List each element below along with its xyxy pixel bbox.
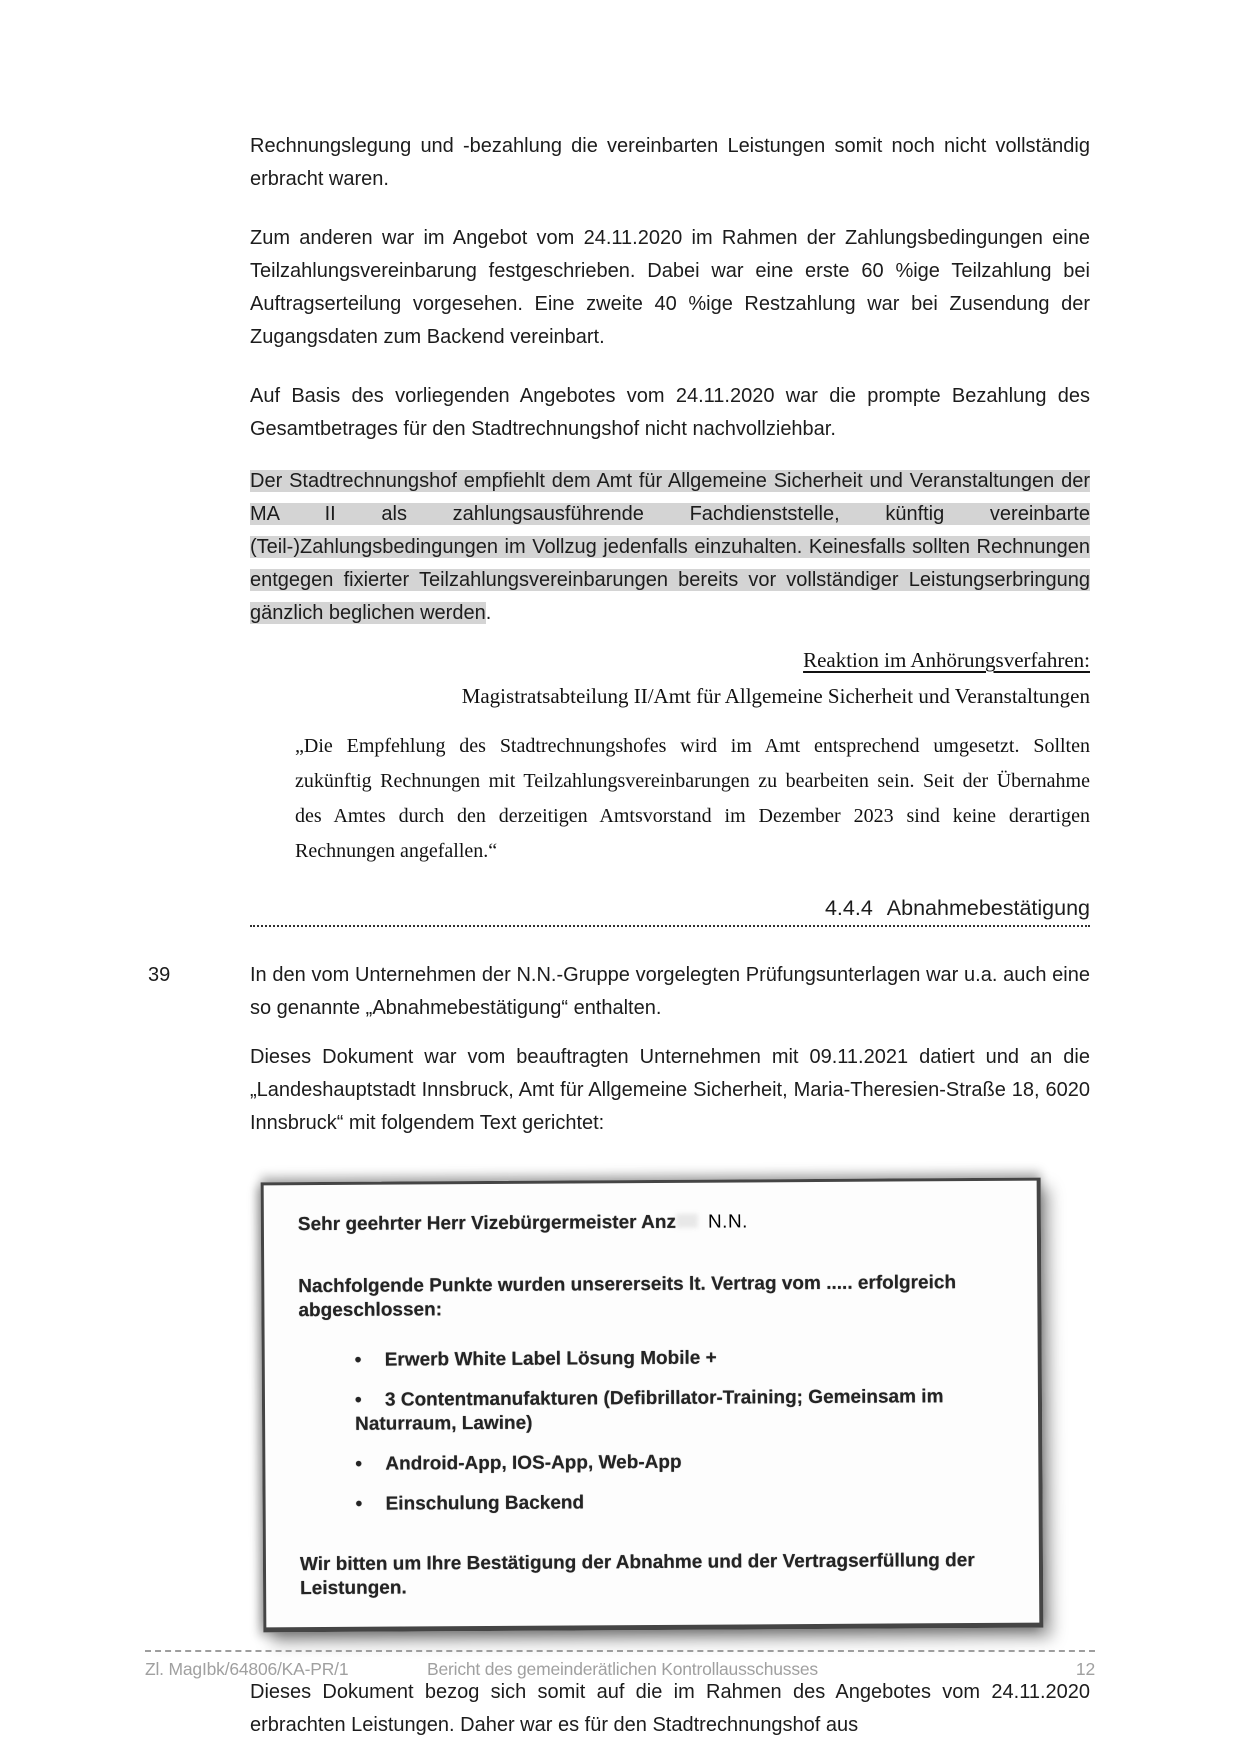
letter-bullet-item (355, 1449, 1008, 1477)
letter-bullet-list (299, 1345, 1009, 1517)
letter-bullet-item (355, 1385, 1008, 1437)
numbered-item-39 (148, 959, 1090, 1140)
letter-salutation-text: Sehr geehrter Herr Vizebürgermeister Anz (297, 1211, 676, 1236)
recommendation-highlight: Der Stadtrechnungshof empfiehlt dem Amt für Allgemeine Sicherheit und Veranstaltungen der MA II als zahlungsausführende Fachdienststelle, künftig vereinbarte (Teil-)Zahlungsbedingungen im Vollzug jedenfalls einzuhalten. Keinesfalls sollten Rechnungen entgegen fixierter Teilzahlungsvereinbarungen bereits vor vollständiger Leistungserbringung gänzlich beglichen werden (250, 470, 1090, 624)
body-paragraph: Dieses Dokument war vom beauftragten Unternehmen mit 09.11.2021 datiert und an die „Landeshauptstadt Innsbruck, Amt für Allgemeine Sicherheit, Maria-Theresien-Straße 18, 6020 Innsbruck“ mit folgendem Text gerichtet: (250, 1046, 1090, 1134)
reaction-heading-text: Reaktion im Anhörungsverfahren: (803, 648, 1090, 672)
bullet-icon: • (355, 1453, 363, 1475)
reaction-quote: „Die Empfehlung des Stadtrechnungshofes wird im Amt entsprechend umgesetzt. Sollten zukünftig Rechnungen mit Teilzahlungsvereinbarungen zu bearbeiten sein. Seit der Übernahme des Amtes durch den derzeitigen Amtsvorstand im Dezember 2023 sind keine derartigen Rechnungen angefallen.“ (295, 735, 1090, 862)
letter-intro: Nachfolgende Punkte wurden unsererseits lt. Vertrag vom ..... erfolgreich abgeschlossen: (298, 1272, 957, 1322)
body-paragraph: Rechnungslegung und -bezahlung die vereinbarten Leistungen somit noch nicht vollständig erbracht waren. (250, 135, 1090, 190)
paragraph-number: 39 (148, 964, 171, 986)
letter-bullet-text: 3 Contentmanufakturen (Defibrillator-Training; Gemeinsam im Naturraum, Lawine) (355, 1386, 944, 1435)
letter-bullet-item (355, 1345, 1008, 1373)
section-number: 4.4.4 (824, 896, 873, 920)
footer-title: Bericht des gemeinderätlichen Kontrollausschusses (427, 1659, 818, 1679)
footer-page-number: 12 (1075, 1659, 1095, 1679)
letter-salutation (298, 1209, 1007, 1237)
bullet-icon: • (354, 1349, 362, 1371)
section-heading (250, 893, 1090, 923)
footer-reference: Zl. MagIbk/64806/KA-PR/1 (145, 1659, 349, 1679)
letter-bullet-text: Einschulung Backend (385, 1492, 585, 1515)
reaction-heading (250, 643, 1090, 677)
body-paragraph: Dieses Dokument bezog sich somit auf die im Rahmen des Angebotes vom 24.11.2020 erbrachten Leistungen. Daher war es für den Stadtrechnungshof aus (250, 1681, 1090, 1736)
section-rule (250, 925, 1090, 927)
bullet-icon: • (355, 1493, 363, 1515)
body-paragraph: Auf Basis des vorliegenden Angebotes vom 24.11.2020 war die prompte Bezahlung des Gesamtbetrages für den Stadtrechnungshof nicht nachvollziehbar. (250, 385, 1090, 440)
page-footer (145, 1650, 1095, 1680)
letter-scan (261, 1178, 1044, 1633)
body-paragraph: In den vom Unternehmen der N.N.-Gruppe vorgelegten Prüfungsunterlagen war u.a. auch eine so genannte „Abnahmebestätigung“ enthalten. (250, 964, 1090, 1019)
redaction-smudge (676, 1214, 698, 1228)
redaction-label: N.N. (707, 1211, 748, 1233)
body-paragraph: Zum anderen war im Angebot vom 24.11.2020 im Rahmen der Zahlungsbedingungen eine Teilzahlungsvereinbarung festgeschrieben. Dabei war eine erste 60 %ige Teilzahlung bei Auftragserteilung vorgesehen. Eine zweite 40 %ige Restzahlung war bei Zusendung der Zugangsdaten zum Backend vereinbart. (250, 227, 1090, 348)
recommendation-paragraph (250, 462, 1090, 633)
letter-bullet-text: Erwerb White Label Lösung Mobile + (384, 1347, 717, 1371)
section-title: Abnahmebestätigung (886, 896, 1090, 920)
letter-bullet-item (356, 1489, 1009, 1517)
letter-bullet-text: Android-App, IOS-App, Web-App (385, 1451, 682, 1475)
recommendation-tail: . (485, 602, 492, 624)
reaction-department: Magistratsabteilung II/Amt für Allgemeine Sicherheit und Veranstaltungen (461, 684, 1090, 708)
bullet-icon: • (354, 1389, 362, 1411)
letter-closing: Wir bitten um Ihre Bestätigung der Abnahme und der Vertragserfüllung der Leistungen. (299, 1550, 975, 1600)
